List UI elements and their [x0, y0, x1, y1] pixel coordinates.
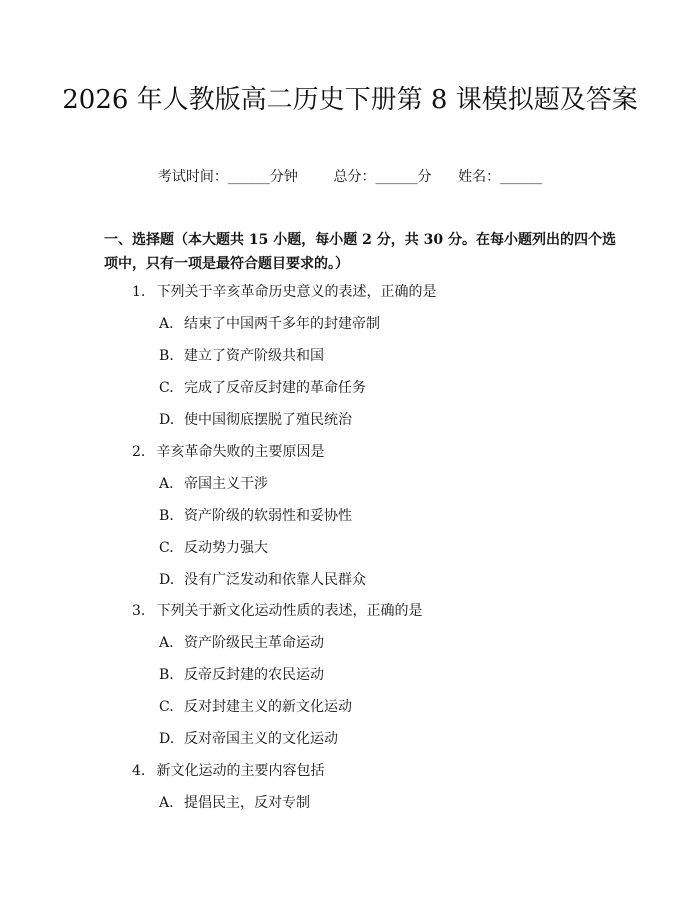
option-text: 没有广泛发动和依靠人民群众	[184, 572, 366, 588]
option-text: 结束了中国两千多年的封建帝制	[184, 316, 380, 332]
option-text: 反对帝国主义的文化运动	[184, 731, 338, 747]
option-a	[159, 632, 324, 652]
option-b	[159, 345, 324, 365]
section-heading: 一、选择题（本大题共 15 小题，每小题 2 分，共 30 分。在每小题列出的四个选项中，只有一项是最符合题目要求的。）	[104, 232, 616, 272]
document-title: 2026 年人教版高二历史下册第 8 课模拟题及答案	[62, 85, 638, 115]
option-c	[159, 696, 352, 716]
question-stem: 下列关于辛亥革命历史意义的表述，正确的是	[156, 284, 437, 300]
question-stem: 新文化运动的主要内容包括	[156, 763, 325, 779]
question-number: 3.	[132, 603, 146, 619]
question-text	[132, 281, 436, 301]
question-number: 2.	[132, 444, 146, 460]
option-d	[159, 569, 366, 589]
option-a	[159, 792, 310, 812]
option-text: 使中国彻底摆脱了殖民统治	[184, 412, 352, 428]
option-text: 完成了反帝反封建的革命任务	[184, 380, 366, 396]
option-text: 建立了资产阶级共和国	[184, 348, 324, 364]
option-b	[159, 505, 352, 525]
name-blank: ______	[500, 169, 543, 185]
option-text: 帝国主义干涉	[184, 476, 268, 492]
time-blank: ______	[227, 169, 270, 185]
option-b	[159, 664, 324, 684]
question-text	[132, 441, 324, 461]
option-text: 反对封建主义的新文化运动	[184, 699, 352, 715]
name-label: 姓名：	[458, 169, 501, 185]
option-letter: D.	[159, 572, 175, 588]
option-text: 资产阶级的软弱性和妥协性	[184, 508, 352, 524]
question-text	[132, 760, 324, 780]
option-letter: C.	[159, 540, 174, 556]
score-blank: ______	[375, 169, 418, 185]
option-a	[159, 313, 380, 333]
option-c	[159, 377, 366, 397]
question-number: 4.	[132, 763, 146, 779]
score-label: 总分：	[333, 169, 376, 185]
option-letter: B.	[159, 667, 174, 683]
option-letter: D.	[159, 731, 175, 747]
question-stem: 辛亥革命失败的主要原因是	[156, 444, 325, 460]
option-c	[159, 537, 268, 557]
option-letter: A.	[159, 316, 174, 332]
option-d	[159, 409, 352, 429]
option-text: 资产阶级民主革命运动	[184, 635, 324, 651]
option-letter: B.	[159, 508, 174, 524]
option-letter: B.	[159, 348, 174, 364]
option-text: 提倡民主，反对专制	[184, 795, 310, 811]
question-number: 1.	[132, 284, 146, 300]
option-text: 反动势力强大	[184, 540, 268, 556]
option-text: 反帝反封建的农民运动	[184, 667, 324, 683]
score-unit: 分	[417, 169, 432, 185]
option-letter: D.	[159, 412, 175, 428]
time-unit: 分钟	[269, 169, 298, 185]
exam-info-line	[0, 166, 700, 188]
option-a	[159, 473, 268, 493]
option-letter: A.	[159, 795, 174, 811]
time-label: 考试时间：	[157, 169, 228, 185]
question-stem: 下列关于新文化运动性质的表述，正确的是	[156, 603, 423, 619]
question-text	[132, 600, 422, 620]
option-letter: A.	[159, 476, 174, 492]
option-letter: C.	[159, 699, 174, 715]
option-letter: C.	[159, 380, 174, 396]
option-letter: A.	[159, 635, 174, 651]
option-d	[159, 728, 338, 748]
